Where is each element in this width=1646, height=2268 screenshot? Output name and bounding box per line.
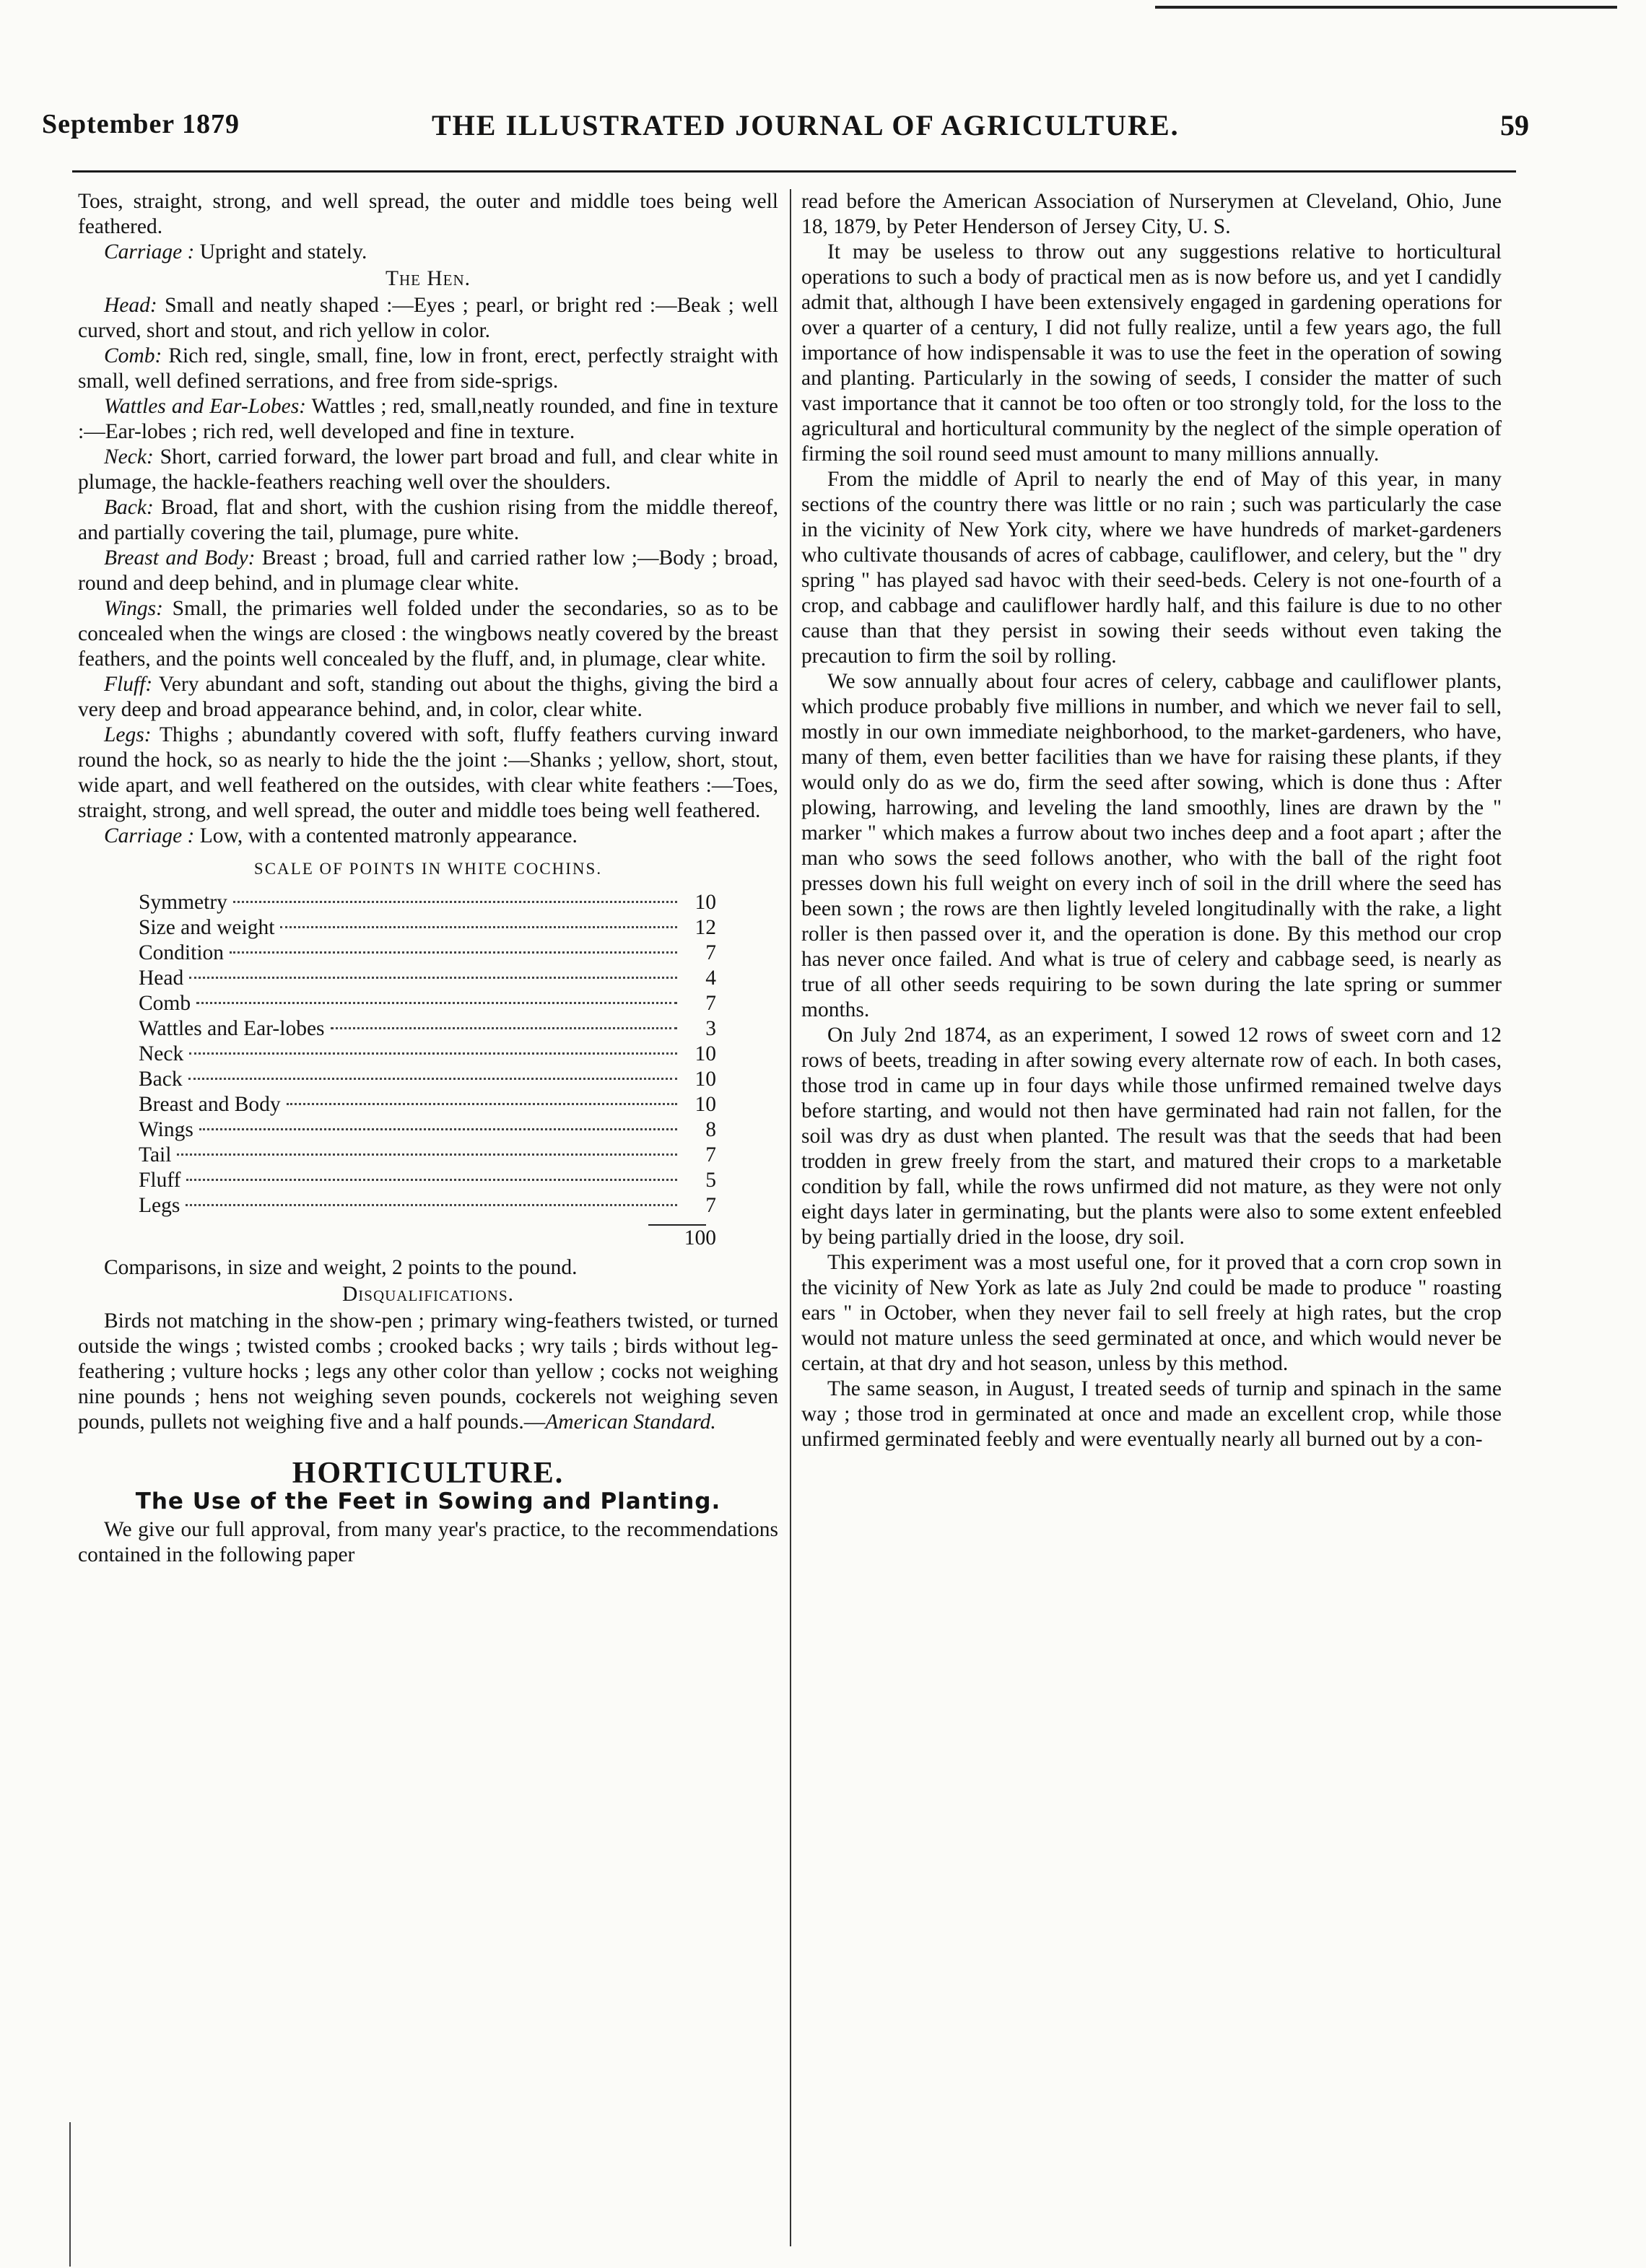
header-rule — [72, 170, 1516, 173]
score-table-title: SCALE OF POINTS IN WHITE COCHINS. — [253, 860, 603, 878]
article-subheading: The Use of the Feet in Sowing and Planting. — [135, 1488, 721, 1514]
article-paragraph: read before the American Association of Nurserymen at Cleveland, Ohio, June 18, 1879, by Peter Henderson of Jersey City, U. S. — [801, 190, 1502, 238]
score-row — [139, 890, 716, 915]
dot-leader — [186, 1204, 677, 1206]
carriage-hen-text: Low, with a contented matronly appearance. — [194, 824, 578, 847]
score-row — [139, 1143, 716, 1168]
score-row — [139, 1168, 716, 1193]
score-value: 4 — [705, 967, 716, 990]
score-value: 10 — [694, 1068, 716, 1091]
comparisons-note: Comparisons, in size and weight, 2 points to the pound. — [104, 1256, 578, 1279]
score-row — [139, 1092, 716, 1117]
score-value: 10 — [694, 1093, 716, 1116]
score-name: Symmetry — [139, 891, 227, 914]
disqualifications-paragraph — [78, 1309, 778, 1435]
score-name: Fluff — [139, 1169, 181, 1192]
wattles-paragraph — [78, 394, 778, 445]
hen-heading: The Hen. — [385, 267, 471, 290]
fluff-text: Very abundant and soft, standing out about the thighs, giving the bird a very deep and broad appearance behind, and, in color, clear white. — [78, 673, 778, 721]
score-name: Wattles and Ear-lobes — [139, 1017, 325, 1040]
dot-leader — [186, 1179, 677, 1181]
wattles-label: Wattles and Ear-Lobes: — [104, 395, 306, 418]
horticulture-intro: We give our full approval, from many year's practice, to the recommendations contained in the following paper — [78, 1518, 778, 1566]
carriage-label: Carriage : — [104, 240, 195, 263]
score-row — [139, 1193, 716, 1218]
dot-leader — [230, 951, 677, 954]
breast-text: Breast ; broad, full and carried rather low ;—Body ; broad, round and deep behind, and in plumage clear white. — [78, 546, 778, 595]
legs-text: Thighs ; abundantly covered with soft, fluffy feathers curving inward round the hock, so as nearly to hide the the joint :—Shanks ; yellow, short, stout, wide apart, and well feathered on the outsides, with clear white feathers :—Toes, straight, strong, and well spread, the outer and middle toes being well feathered. — [78, 723, 778, 822]
breast-paragraph — [78, 546, 778, 596]
score-name: Condition — [139, 941, 225, 964]
article-paragraph: We sow annually about four acres of celery, cabbage and cauliflower plants, which produce probably five millions in number, and which we never fail to sell, mostly in our own immediate neighborhood, to the market-gardeners, who have, many of them, even better facilities than we have for raising these plants, if they would only do as we do, firm the seed after sowing, which is done thus : After plowing, harrowing, and leveling the land smoothly, lines are drawn by the " marker " which makes a furrow about two inches deep and a foot apart ; after the man who sows the seed follows another, who with the ball of the right foot presses down his full weight on every inch of soil in the drill where the seed has been sown ; the rows are then lightly leveled longitudinally with the rake, a light roller is then passed over it, and the operation is done. By this method our crop has never once failed. And what is true of celery and cabbage seed, is nearly as true of all other seeds requiring to be sown during the late spring or summer months. — [801, 670, 1502, 1021]
score-name: Breast and Body — [139, 1093, 281, 1116]
score-row — [139, 915, 716, 941]
score-name: Head — [139, 967, 184, 990]
dot-leader — [331, 1027, 677, 1029]
score-value: 10 — [694, 891, 716, 914]
score-row — [139, 966, 716, 991]
dot-leader — [233, 901, 677, 903]
journal-title: THE ILLUSTRATED JOURNAL OF AGRICULTURE. — [432, 109, 1180, 141]
wings-label: Wings: — [104, 597, 163, 620]
score-row — [139, 1067, 716, 1092]
article-paragraph: It may be useless to throw out any suggestions relative to horticultural operations to such a body of practical men as is now before us, and yet I candidly admit that, although I have been extensively engaged in gardening operations for over a quarter of a century, I did not fully realize, until a few years ago, the full importance of how indispensable it was to use the feet in the operation of sowing and planting. Particularly in the sowing of seeds, I consider the matter of such vast importance that it cannot be too often or too strongly told, for the loss to the agricultural and horticultural community by the neglect of the simple operation of firming the soil round seed must amount to many millions annually. — [801, 240, 1502, 466]
head-text: Small and neatly shaped :—Eyes ; pearl, or bright red :—Beak ; well curved, short and stout, and rich yellow in color. — [78, 294, 778, 342]
carriage-paragraph — [78, 240, 778, 265]
column-divider — [790, 189, 791, 2246]
dot-leader — [189, 1052, 677, 1055]
dot-leader — [199, 1128, 677, 1130]
head-paragraph — [78, 293, 778, 344]
neck-label: Neck: — [104, 445, 154, 468]
legs-label: Legs: — [104, 723, 152, 746]
score-name: Back — [139, 1068, 183, 1091]
left-column — [78, 189, 778, 2239]
disqualifications-text: Birds not matching in the show-pen ; primary wing-feathers twisted, or turned outside the wings ; twisted combs ; crooked backs ; wry tails ; birds without leg-feathering ; vulture hocks ; legs any other color than yellow ; cocks not weighing nine pounds ; hens not weighing seven pounds, cockerels not weighing seven pounds, pullets not weighing five and a half pounds.— — [78, 1309, 778, 1434]
page-number: 59 — [1500, 109, 1529, 141]
neck-text: Short, carried forward, the lower part broad and full, and clear white in plumage, the hackle-feathers reaching well over the shoulders. — [78, 445, 778, 494]
article-paragraph: This experiment was a most useful one, for it proved that a corn crop sown in the vicinity of New York as late as July 2nd could be made to produce " roasting ears " in October, when they never fail to sell freely at high rates, but the crop would not mature unless the seed germinated at once, and which would never be certain, at that dry and hot season, unless by this method. — [801, 1251, 1502, 1375]
comb-label: Comb: — [104, 344, 162, 367]
score-row — [139, 1042, 716, 1067]
score-value: 8 — [705, 1118, 716, 1141]
disqualifications-source: American Standard. — [545, 1410, 716, 1434]
dot-leader — [188, 1078, 677, 1080]
article-paragraph: The same season, in August, I treated seeds of turnip and spinach in the same way ; those trod in germinated at once and made an excellent crop, while those unfirmed germinated feebly and were eventually nearly all burned out by a con- — [801, 1377, 1502, 1451]
score-name: Comb — [139, 992, 191, 1015]
score-value: 5 — [705, 1169, 716, 1192]
top-edge-rule — [1155, 6, 1617, 9]
score-row — [139, 1016, 716, 1042]
dot-leader — [287, 1103, 677, 1105]
score-name: Size and weight — [139, 916, 275, 939]
score-value: 3 — [705, 1017, 716, 1040]
article-paragraph: On July 2nd 1874, as an experiment, I sowed 12 rows of sweet corn and 12 rows of beets, treading in after sowing every alternate row of each. In both cases, those trod in came up in four days while those unfirmed remained twelve days before starting, and would not then have germinated had rain not fallen, for the soil was dry as dust when planted. The result was that the seeds that had been trodden in grew freely from the start, and matured their crops to a marketable condition by fall, while the rows unfirmed did not mature, as they were not only eight days later in germinating, but the plants were also to some extent enfeebled by being partially dried in the loose, dry soil. — [801, 1024, 1502, 1249]
score-table — [139, 890, 716, 1218]
score-value: 7 — [705, 1194, 716, 1217]
wings-text: Small, the primaries well folded under the secondaries, so as to be concealed when the wings are closed : the wingbows neatly covered by the breast feathers, and the points well concealed by the fluff, and, in plumage, clear white. — [78, 597, 778, 671]
score-name: Legs — [139, 1194, 180, 1217]
back-label: Back: — [104, 496, 154, 519]
back-paragraph — [78, 495, 778, 546]
dot-leader — [196, 1002, 677, 1004]
wings-paragraph — [78, 596, 778, 672]
page-header — [42, 108, 1529, 159]
wattles-text: Wattles ; red, small,neatly rounded, and fine in texture :—Ear-lobes ; rich red, well developed and fine in texture. — [78, 395, 778, 443]
dot-leader — [280, 926, 677, 928]
section-heading: HORTICULTURE. — [292, 1457, 565, 1490]
comb-paragraph — [78, 344, 778, 394]
score-total: 100 — [684, 1226, 716, 1249]
score-name: Neck — [139, 1042, 184, 1065]
carriage-text: Upright and stately. — [194, 240, 367, 263]
dot-leader — [189, 977, 677, 979]
carriage-hen-paragraph — [78, 824, 778, 849]
score-row — [139, 991, 716, 1016]
article-paragraph: From the middle of April to nearly the end of May of this year, in many sections of the country there was little or no rain ; such was particularly the case in the vicinity of New York city, where we have hundreds of market-gardeners who cultivate thousands of acres of cabbage, cauliflower, and celery, but the " dry spring " has played sad havoc with their seed-beds. Celery is not one-fourth of a crop, and cabbage and cauliflower hardly half, and this failure is due to no other cause than that they persist in sowing their seeds without even taking the precaution to firm the soil by rolling. — [801, 468, 1502, 668]
score-value: 7 — [705, 941, 716, 964]
score-name: Tail — [139, 1143, 172, 1166]
back-text: Broad, flat and short, with the cushion rising from the middle thereof, and partially covering the tail, plumage, pure white. — [78, 496, 778, 544]
score-value: 7 — [705, 1143, 716, 1166]
comb-text: Rich red, single, small, fine, low in front, erect, perfectly straight with small, well defined serrations, and free from side-sprigs. — [78, 344, 778, 393]
carriage-hen-label: Carriage : — [104, 824, 195, 847]
intro-paragraph: Toes, straight, strong, and well spread, the outer and middle toes being well feathered. — [78, 190, 778, 238]
fluff-paragraph — [78, 672, 778, 723]
dot-leader — [177, 1153, 677, 1156]
header-date: September 1879 — [42, 109, 240, 139]
score-row — [139, 941, 716, 966]
head-label: Head: — [104, 294, 157, 317]
score-name: Wings — [139, 1118, 193, 1141]
disqualifications-heading: Disqualifications. — [341, 1283, 515, 1306]
score-value: 10 — [694, 1042, 716, 1065]
score-row — [139, 1117, 716, 1143]
score-value: 7 — [705, 992, 716, 1015]
margin-rule — [69, 2122, 71, 2267]
fluff-label: Fluff: — [104, 673, 153, 696]
breast-label: Breast and Body: — [104, 546, 256, 570]
neck-paragraph — [78, 445, 778, 495]
score-value: 12 — [694, 916, 716, 939]
legs-paragraph — [78, 723, 778, 824]
right-column — [801, 189, 1502, 2239]
